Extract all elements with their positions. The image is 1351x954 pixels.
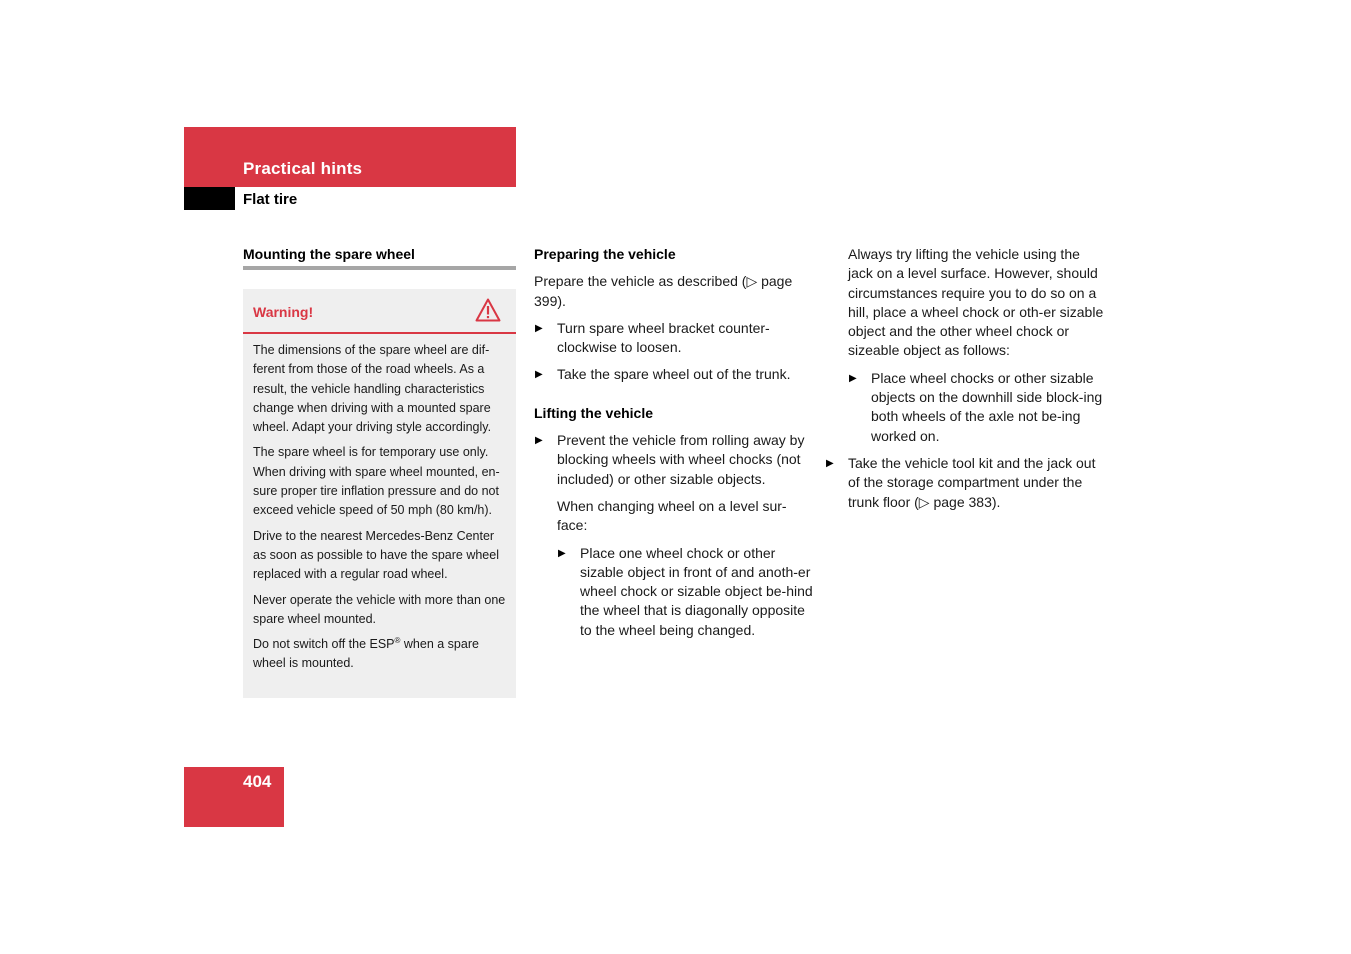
warning-paragraph: Drive to the nearest Mercedes-Benz Center as soon as possible to have the spare wheel replaced with a regular road wheel. [253,528,499,582]
warning-paragraph: The spare wheel is for temporary use only. When driving with spare wheel mounted, en-sure proper tire inflation pressure and do not exceed vehicle speed of 50 mph (80 km/h). [253,445,500,518]
hill-note: Always try lifting the vehicle using the jack on a level surface. However, should circumstances require you to do so on a hill, place a wheel chock or oth-er sizable object and the other wheel chock or sizeable object as follows: [848,246,1104,359]
warning-paragraph-esp [253,635,509,674]
step-text: Place one wheel chock or other sizable object in front of and anoth-er wheel chock or sizable object be-hind the wheel that is diagonally opposite to the wheel being changed. [580,544,813,638]
level-substep-container [534,544,814,640]
step-item [534,431,814,489]
warning-title: Warning! [253,304,314,320]
warning-body [253,341,509,680]
step-text: Take the vehicle tool kit and the jack out of the storage compartment under the trunk floor (▷ page 383). [848,454,1096,510]
step-text: Turn spare wheel bracket counter-clockwise to loosen. [557,319,770,356]
warning-triangle-icon [475,298,501,322]
bullet-arrow-icon: ▶ [558,547,566,559]
page-number: 404 [243,772,272,791]
section-title: Practical hints [243,159,363,178]
hill-substep-container [825,369,1105,446]
esp-text-before: Do not switch off the ESP [253,637,395,652]
bullet-arrow-icon: ▶ [849,372,857,384]
preparing-intro: Prepare the vehicle as described (▷ page 399). [534,273,793,309]
bullet-arrow-icon: ▶ [535,322,543,334]
column-hill [825,245,1105,520]
step-item [848,369,1105,446]
subsection-title: Flat tire [243,191,298,208]
warning-header [243,289,516,334]
lifting-heading: Lifting the vehicle [534,404,654,421]
esp-text-after: when a spare wheel is mounted. [253,637,479,671]
level-surface-note: When changing wheel on a level sur-face: [557,497,787,534]
warning-box [243,289,516,698]
step-text: Take the spare wheel out of the trunk. [557,366,791,383]
warning-paragraph: The dimensions of the spare wheel are dif-ferent from those of the road wheels. As a result, the vehicle handling characteristics change when driving with a mounted spare wheel. Adapt your driving style accordingly. [253,343,492,435]
column-preparing-lifting [534,245,814,648]
step-text: Prevent the vehicle from rolling away by blocking wheels with wheel chocks (not included) or other sizable objects. [557,432,805,487]
step-item [825,454,1105,512]
step-text: Place wheel chocks or other sizable objects on the downhill side block-ing both wheels of the axle not be-ing worked on. [871,369,1103,444]
bullet-arrow-icon: ▶ [535,369,543,381]
step-item [534,319,814,358]
step-item [557,544,814,640]
mounting-heading: Mounting the spare wheel [243,246,415,262]
section-tab-marker [184,187,235,210]
bullet-arrow-icon: ▶ [535,435,543,447]
heading-rule [243,266,516,270]
registered-mark: ® [394,636,401,645]
bullet-arrow-icon: ▶ [826,457,834,469]
step-item [534,365,814,384]
warning-paragraph: Never operate the vehicle with more than one spare wheel mounted. [253,592,506,626]
preparing-heading: Preparing the vehicle [534,246,676,262]
